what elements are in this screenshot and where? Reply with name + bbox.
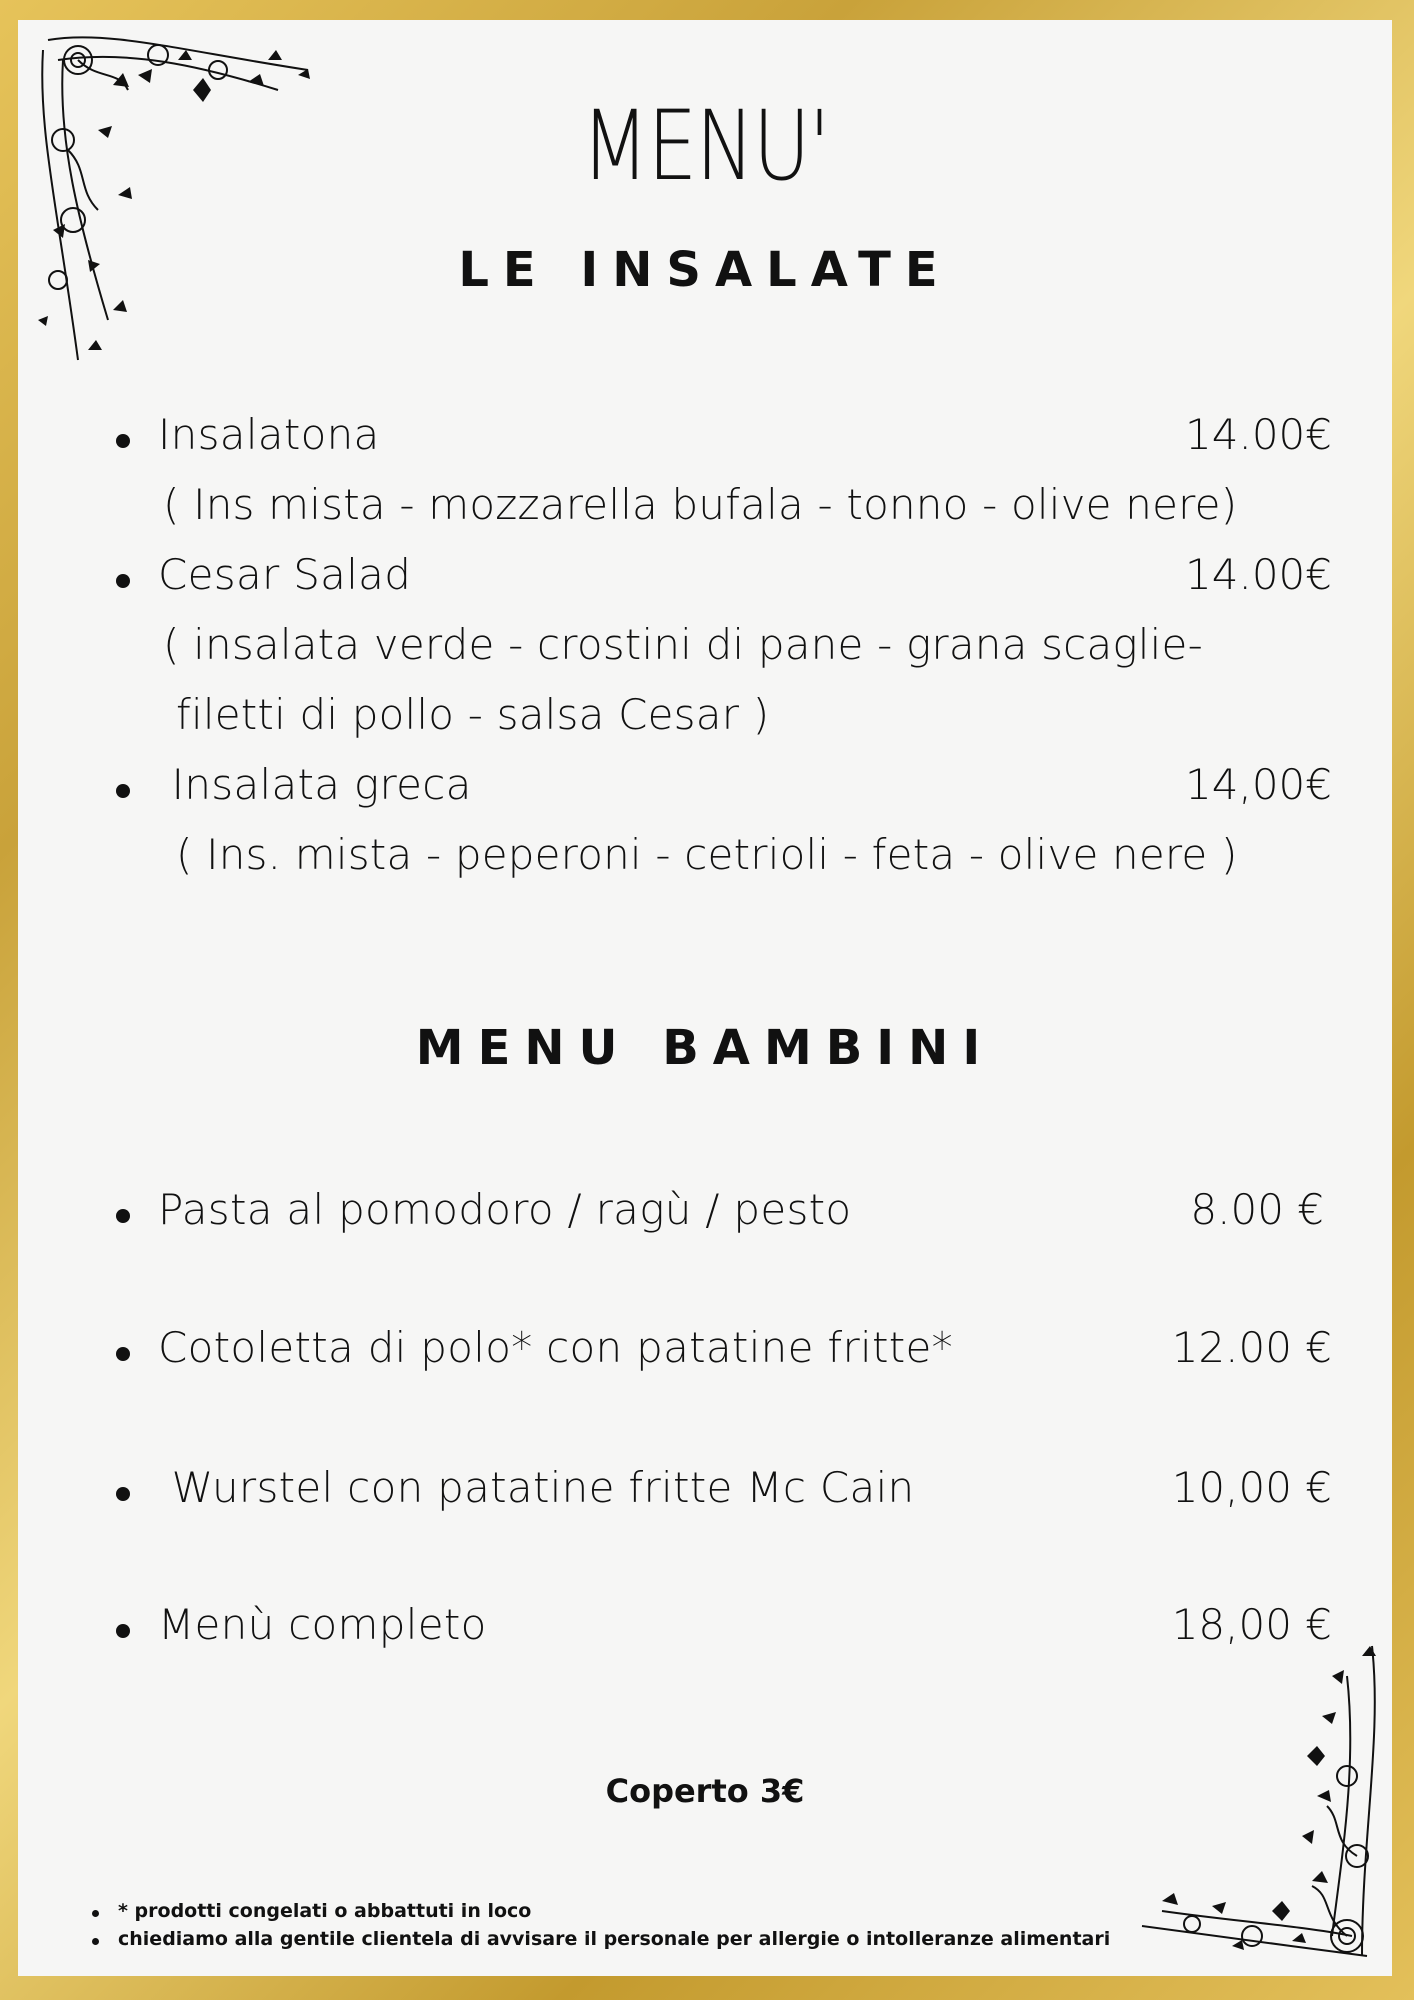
item-price: 18,00 € [1171,1600,1332,1649]
bullet-icon [116,434,130,448]
bullet-icon [116,1347,130,1361]
footnote-allergies: chiediamo alla gentile clientela di avvisare il personale per allergie o intolleranze alimentari [88,1928,1110,1956]
item-name: Insalatona [158,410,380,459]
item-description: ( Ins. mista - peperoni - cetrioli - feta - olive nere ) [176,830,1238,879]
bullet-icon [116,1624,130,1638]
menu-item-insalata-greca [96,760,1332,820]
item-name: Insalata greca [158,760,472,809]
item-price: 14.00€ [1185,410,1332,459]
footnote-frozen: * prodotti congelati o abbattuti in loco [88,1900,1110,1928]
menu-item-cotoletta [96,1323,1332,1383]
item-description: ( Ins mista - mozzarella bufala - tonno - olive nere) [163,480,1238,529]
footnotes [88,1900,1110,1956]
item-price: 12.00 € [1171,1323,1332,1372]
section-title-menu-bambini: MENU BAMBINI [415,1020,995,1076]
item-name: Cotoletta di polo* con patatine fritte* [158,1323,953,1372]
bullet-icon [116,1209,130,1223]
bullet-icon [116,1487,130,1501]
item-name: Wurstel con patatine fritte Mc Cain [158,1463,915,1512]
item-price: 14.00€ [1185,550,1332,599]
section-title-insalate: LE INSALATE [458,242,952,298]
menu-item-insalatona [96,410,1332,470]
item-description: filetti di pollo - salsa Cesar ) [176,690,770,739]
coperto-note: Coperto 3€ [605,1772,805,1810]
item-description: ( insalata verde - crostini di pane - grana scaglie- [163,620,1203,669]
item-name: Menù completo [158,1600,487,1649]
item-price: 10,00 € [1171,1463,1332,1512]
menu-item-menu-completo [96,1600,1332,1660]
bullet-icon [116,574,130,588]
item-price: 14,00€ [1185,760,1332,809]
menu-title: MENU' [581,90,829,202]
item-price: 8.00 € [1190,1185,1324,1234]
menu-page [18,20,1392,1976]
bullet-icon [116,784,130,798]
menu-item-pasta [96,1185,1332,1245]
item-name: Pasta al pomodoro / ragù / pesto [158,1185,852,1234]
item-name: Cesar Salad [158,550,412,599]
menu-item-cesar-salad [96,550,1332,610]
menu-item-wurstel [96,1463,1332,1523]
